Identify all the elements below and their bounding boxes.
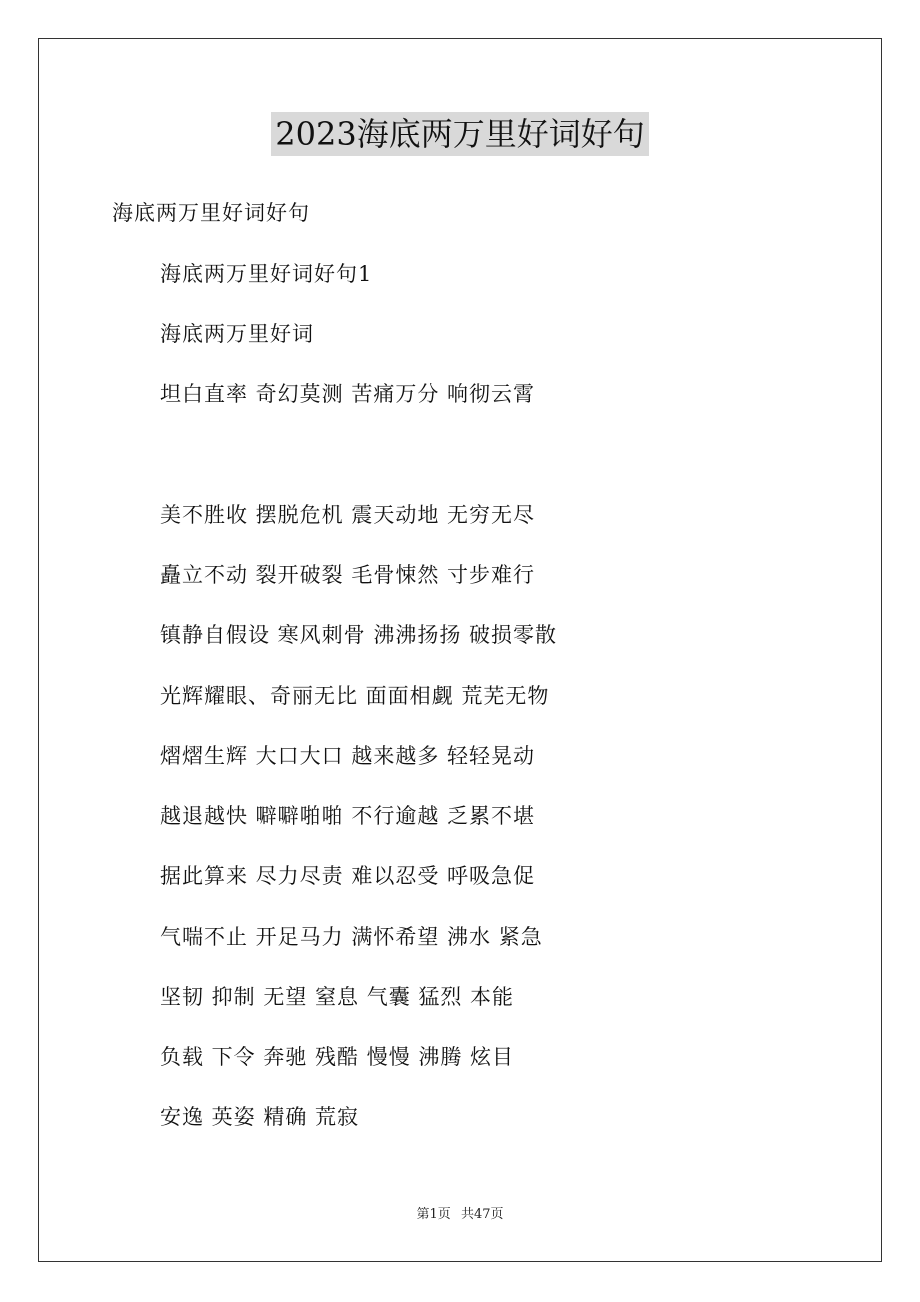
text-line: 负载 下令 奔驰 残酷 慢慢 沸腾 炫目 bbox=[160, 1045, 515, 1069]
text-line: 据此算来 尽力尽责 难以忍受 呼吸急促 bbox=[160, 864, 536, 888]
title-container bbox=[0, 112, 920, 156]
text-line: 镇静自假设 寒风刺骨 沸沸扬扬 破损零散 bbox=[160, 623, 558, 647]
document-title: 2023海底两万里好词好句 bbox=[271, 112, 648, 156]
subsection-title: 海底两万里好词 bbox=[160, 322, 314, 346]
page-number: 第1页 bbox=[416, 1207, 451, 1222]
text-line: 气喘不止 开足马力 满怀希望 沸水 紧急 bbox=[160, 925, 543, 949]
text-line: 光辉耀眼、奇丽无比 面面相觑 荒芜无物 bbox=[160, 684, 550, 708]
page-total: 共47页 bbox=[460, 1207, 504, 1222]
text-line: 美不胜收 摆脱危机 震天动地 无穷无尽 bbox=[160, 503, 536, 527]
document-heading: 海底两万里好词好句 bbox=[112, 201, 310, 225]
section-title: 海底两万里好词好句1 bbox=[160, 262, 373, 286]
text-line: 坚韧 抑制 无望 窒息 气囊 猛烈 本能 bbox=[160, 985, 515, 1009]
text-line: 安逸 英姿 精确 荒寂 bbox=[160, 1105, 360, 1129]
text-line: 越退越快 噼噼啪啪 不行逾越 乏累不堪 bbox=[160, 804, 536, 828]
text-line: 熠熠生辉 大口大口 越来越多 轻轻晃动 bbox=[160, 744, 536, 768]
text-line: 坦白直率 奇幻莫测 苦痛万分 响彻云霄 bbox=[160, 382, 536, 406]
page-footer bbox=[0, 1206, 920, 1224]
text-line: 矗立不动 裂开破裂 毛骨悚然 寸步难行 bbox=[160, 563, 536, 587]
